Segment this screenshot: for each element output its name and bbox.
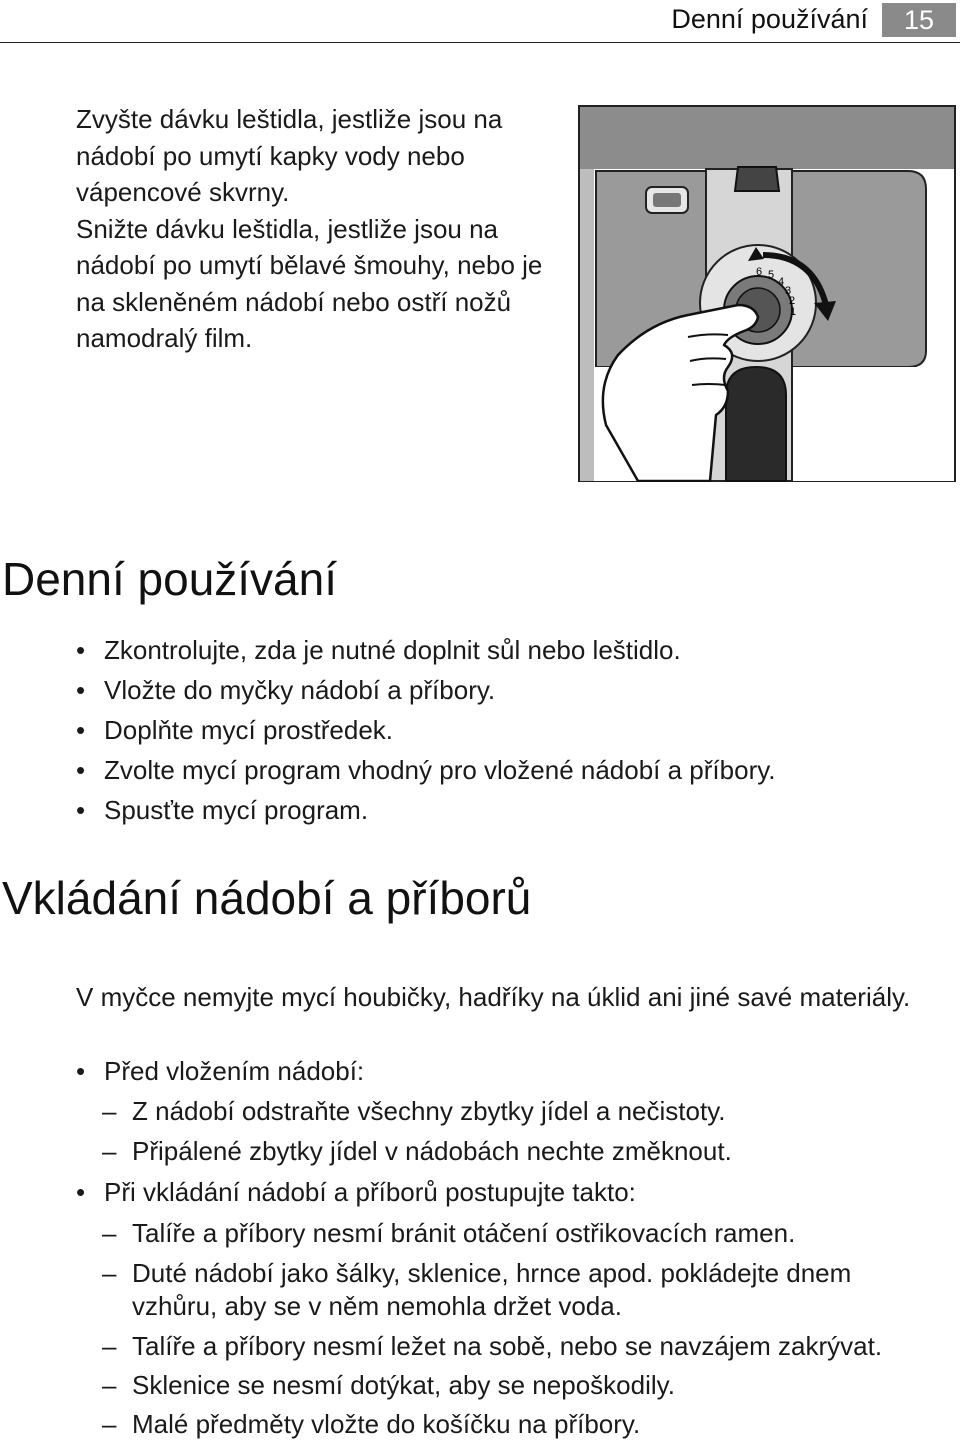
list-item: – Duté nádobí jako šálky, sklenice, hrnce apod. pokládejte dnem vzhůru, aby se v něm nemohla držet voda. — [76, 1257, 932, 1323]
during-loading-section — [76, 1176, 956, 1441]
list-item: • Doplňte mycí prostředek. — [76, 710, 776, 750]
before-loading-section — [76, 1055, 956, 1168]
list-item: – Z nádobí odstraňte všechny zbytky jídel a nečistoty. — [76, 1095, 956, 1128]
list-item: – Sklenice se nesmí dotýkat, aby se nepoškodily. — [76, 1369, 956, 1402]
loading-intro: V myčce nemyjte mycí houbičky, hadříky na úklid ani jiné savé materiály. — [76, 982, 911, 1012]
list-item: • Vložte do myčky nádobí a příbory. — [76, 670, 776, 710]
list-item: • Zkontrolujte, zda je nutné doplnit sůl nebo leštidlo. — [76, 630, 776, 670]
page-header — [0, 0, 960, 43]
header-title: Denní používání — [671, 4, 868, 34]
list-item: – Talíře a příbory nesmí ležet na sobě, nebo se navzájem zakrývat. — [76, 1330, 956, 1363]
list-item: – Talíře a příbory nesmí bránit otáčení ostřikovacích ramen. — [76, 1217, 956, 1250]
dial-number: 5 — [768, 269, 775, 281]
daily-use-heading: Denní používání — [2, 553, 338, 605]
loading-heading: Vkládání nádobí a příborů — [2, 872, 532, 924]
rinse-aid-instructions — [76, 101, 576, 357]
increase-dose-text: Zvyšte dávku leštidla, jestliže jsou na nádobí po umytí kapky vody nebo vápencové skvrny. — [76, 104, 503, 207]
dial-number: 6 — [756, 266, 763, 278]
page-number: 15 — [882, 3, 956, 37]
dial-number: 2 — [789, 295, 796, 307]
dial-number: 3 — [785, 285, 792, 297]
list-item: – Připálené zbytky jídel v nádobách nechte změknout. — [76, 1135, 956, 1168]
daily-use-list — [76, 630, 776, 830]
decrease-dose-text: Snižte dávku leštidla, jestliže jsou na nádobí po umytí bělavé šmouhy, nebo je na skleněném nádobí nebo ostří nožů namodralý film. — [76, 213, 543, 353]
list-item: • Spusťte mycí program. — [76, 790, 776, 830]
list-item: – Malé předměty vložte do košíčku na příbory. — [76, 1408, 956, 1441]
before-loading-label: • Před vložením nádobí: — [76, 1055, 956, 1087]
list-item: • Zvolte mycí program vhodný pro vložené nádobí a příbory. — [76, 750, 776, 790]
rinse-aid-dial-illustration — [578, 105, 956, 482]
dial-number: 1 — [790, 306, 797, 318]
during-loading-label: • Při vkládání nádobí a příborů postupujte takto: — [76, 1176, 956, 1208]
dial-number: 4 — [778, 276, 785, 288]
